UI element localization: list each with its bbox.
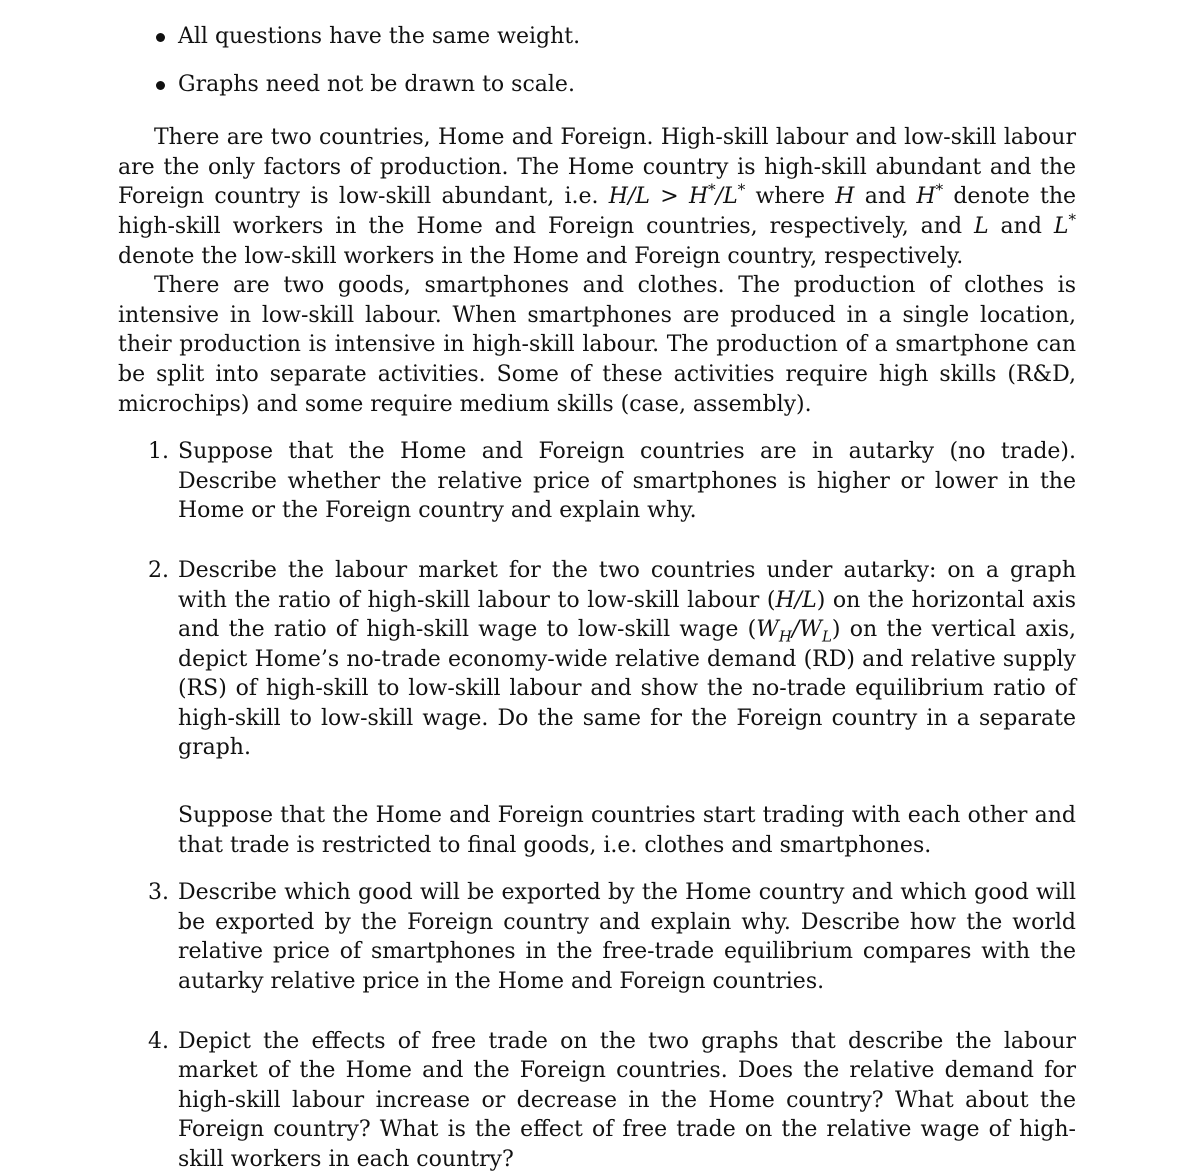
question-number: 2.: [148, 557, 169, 583]
bullet-icon: [156, 33, 165, 42]
instruction-list: [118, 22, 1076, 99]
instruction-item: [118, 22, 1076, 52]
trade-assumption-note: Suppose that the Home and Foreign countries start trading with each other and that trade is restricted to final goods, i.e. clothes and smartphones.: [178, 803, 1076, 858]
question-1: [118, 437, 1076, 526]
instruction-text: All questions have the same weight.: [178, 24, 581, 49]
question-4: [118, 1027, 1076, 1175]
question-number: 4.: [148, 1028, 169, 1054]
instruction-text: Graphs need not be drawn to scale.: [178, 71, 575, 97]
question-2: [118, 556, 1076, 763]
question-text: Suppose that the Home and Foreign countries are in autarky (no trade). Describe whether the relative price of smartphones is higher or lower in the Home or the Foreign country and explain why.: [178, 439, 1076, 524]
exam-page: [118, 22, 1076, 1175]
question-number: 1.: [148, 439, 169, 465]
intro-paragraph-goods: There are two goods, smartphones and clothes. The production of clothes is intensive in low-skill labour. When smartphones are produced in a single location, their production is intensive in high-skill labour. The production of a smartphone can be split into separate activities. Some of these activities require high skills (R&D, microchips) and some require medium skills (case, assembly).: [118, 273, 1076, 417]
bullet-icon: [156, 81, 165, 90]
question-text: Depict the effects of free trade on the two graphs that describe the labour market of the Home and the Foreign countries. Does the relative demand for high-skill labour increase or decrease in the Home country? What about the Foreign country? What is the effect of free trade on the relative wage of high-skill workers in each country?: [178, 1028, 1076, 1172]
question-3: [118, 878, 1076, 996]
intro-paragraph-countries: There are two countries, Home and Foreign. High-skill labour and low-skill labour are the only factors of production. The Home country is high-skill abundant and the Foreign country is low-skill abundant, i.e. H/L > H*/L* where H and H* denote the high-skill workers in the Home and Foreign countries, respectively, and L and L* denote the low-skill workers in the Home and Foreign country, respectively.: [118, 125, 1077, 269]
instruction-item: [118, 70, 1076, 100]
question-text: Describe which good will be exported by the Home country and which good will be exported by the Foreign country and explain why. Describe how the world relative price of smartphones in the free-trade equilibrium compares with the autarky relative price in the Home and Foreign countries.: [178, 880, 1076, 995]
question-text: Describe the labour market for the two countries under autarky: on a graph with the ratio of high-skill labour to low-skill labour (H/L) on the horizontal axis and the ratio of high-skill wage to low-skill wage $(W_H/W_L)$ on the vertical axis, depict Home’s no-trade economy-wide relative demand (RD) and relative supply (RS) of high-skill to low-skill labour and show the no-trade equilibrium ratio of high-skill to low-skill wage. Do the same for the Foreign country in a separate graph.: [178, 557, 1076, 761]
question-list: [118, 437, 1076, 1174]
question-number: 3.: [148, 880, 169, 906]
